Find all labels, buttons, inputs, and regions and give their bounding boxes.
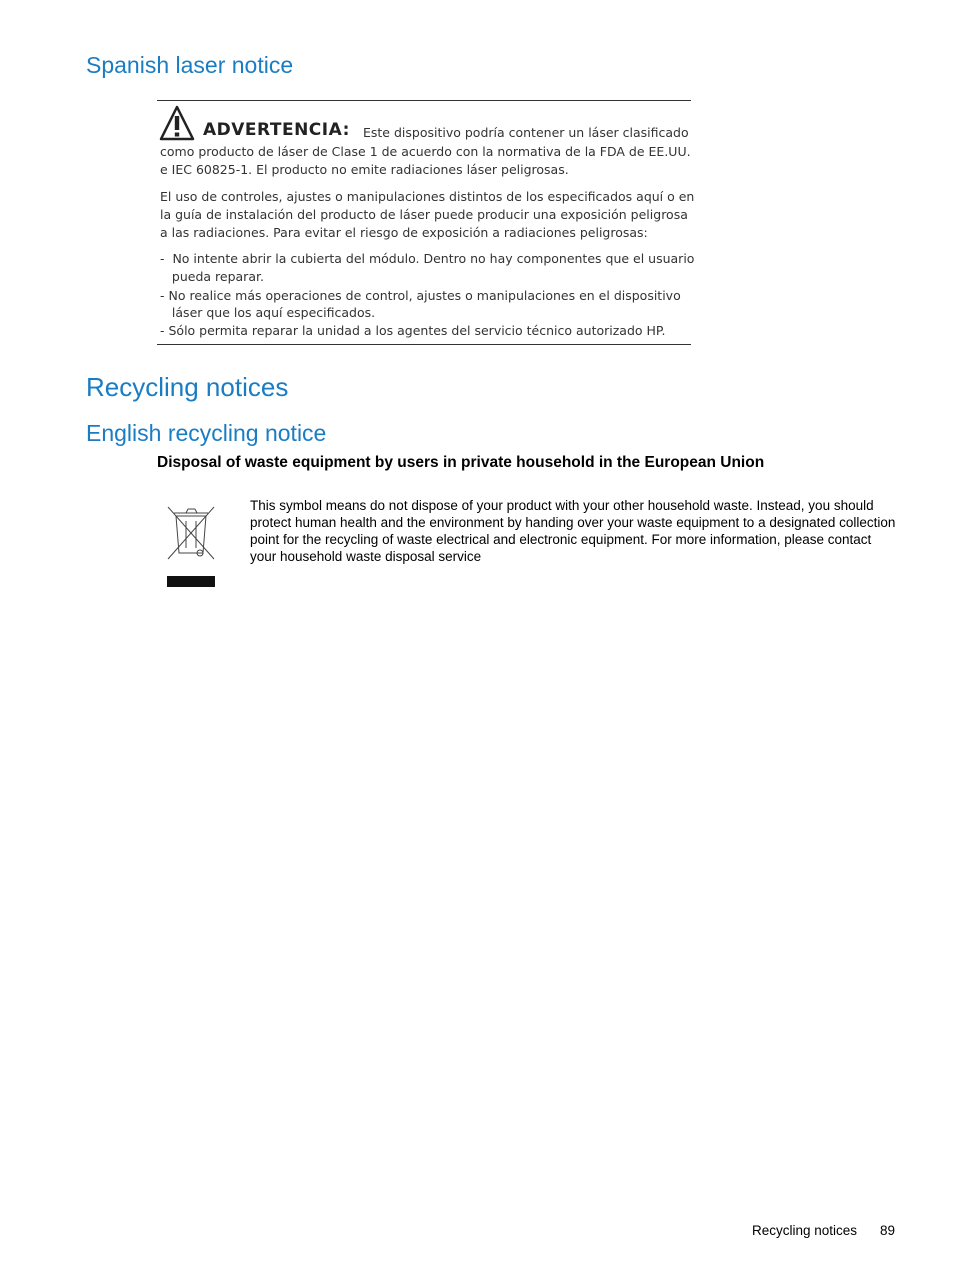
warning-line: pueda reparar. [160,269,264,284]
warning-line: a las radiaciones. Para evitar el riesgo de exposición a radiaciones peligrosas: [160,225,648,240]
page-number: 89 [880,1223,896,1238]
warning-line: El uso de controles, ajustes o manipulaciones distintos de los especificados aquí o en [160,189,695,204]
warning-line: Este dispositivo podría contener un láser clasificado [363,125,689,140]
warning-line: - Sólo permita reparar la unidad a los agentes del servicio técnico autorizado HP. [160,323,666,338]
warning-line: e IEC 60825-1. El producto no emite radiaciones láser peligrosas. [160,162,569,177]
disposal-description: This symbol means do not dispose of your product with your other household waste. Instead, you should protect human health and the environment by handing over your waste equipment to a designated collection point for the recycling of waste electrical and electronic equipment. For more information, please contact your household waste disposal service [250,498,896,564]
spanish-laser-warning-box [157,100,695,345]
footer-section-title: Recycling notices [752,1223,858,1238]
warning-line: - No intente abrir la cubierta del módulo. Dentro no hay componentes que el usuario [160,251,695,266]
english-recycling-notice-heading: English recycling notice [86,420,327,446]
warning-triangle-icon [159,105,195,141]
crossed-out-wheelie-bin-icon [164,503,218,589]
warning-line: - No realice más operaciones de control, ajustes o manipulaciones en el dispositivo [160,288,681,303]
warning-line: láser que los aquí especificados. [160,305,376,320]
warning-title: ADVERTENCIA: [203,120,350,140]
spanish-laser-notice-heading: Spanish laser notice [86,52,294,78]
warning-line: la guía de instalación del producto de láser puede producir una exposición peligrosa [160,207,688,222]
disposal-title: Disposal of waste equipment by users in private household in the European Union [157,454,765,471]
recycling-notices-heading: Recycling notices [86,372,289,402]
warning-line: como producto de láser de Clase 1 de acuerdo con la normativa de la FDA de EE.UU. [160,144,691,159]
